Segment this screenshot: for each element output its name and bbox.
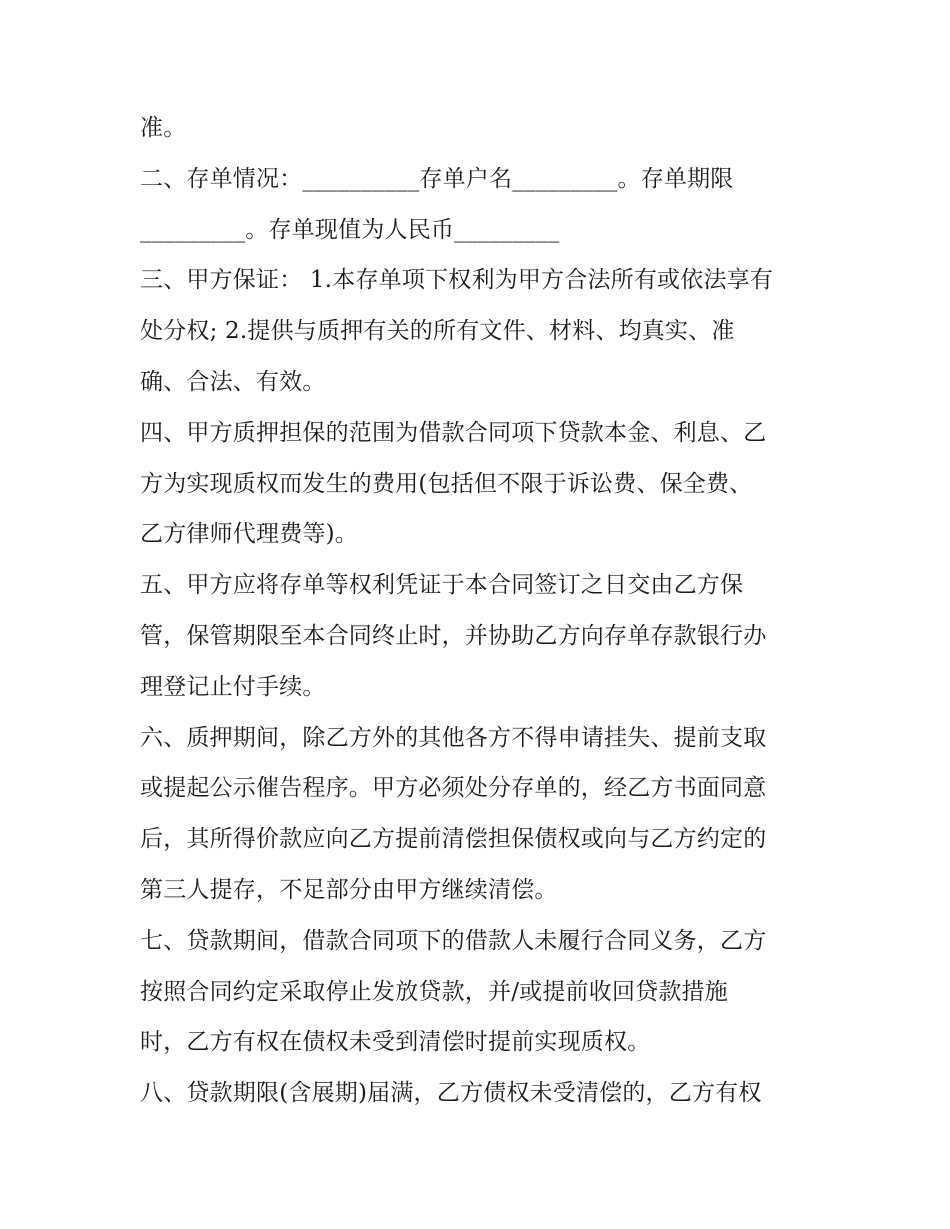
text-line: 五、甲方应将存单等权利凭证于本合同签订之日交由乙方保 xyxy=(140,572,744,599)
text-line: _________。存单现值为人民币_________ xyxy=(140,216,560,243)
text-line: 三、甲方保证： 1.本存单项下权利为甲方合法所有或依法享有 xyxy=(140,267,774,294)
text-line: 确、合法、有效。 xyxy=(140,368,326,395)
text-line: 后，其所得价款应向乙方提前清偿担保债权或向与乙方约定的 xyxy=(140,826,767,853)
text-line: 八、贷款期限(含展期)届满，乙方债权未受清偿的，乙方有权 xyxy=(140,1080,762,1107)
text-line: 准。 xyxy=(140,115,187,141)
text-line: 时，乙方有权在债权未受到清偿时提前实现质权。 xyxy=(140,1029,651,1056)
text-line: 乙方律师代理费等)。 xyxy=(140,521,358,548)
contract-body xyxy=(140,103,820,1119)
text-line: 六、质押期间，除乙方外的其他各方不得申请挂失、提前支取 xyxy=(140,724,767,751)
text-line: 处分权; 2.提供与质押有关的所有文件、材料、均真实、准 xyxy=(140,318,735,345)
text-line: 四、甲方质押担保的范围为借款合同项下贷款本金、利息、乙 xyxy=(140,419,767,446)
text-line: 理登记止付手续。 xyxy=(140,673,326,700)
text-line: 第三人提存，不足部分由甲方继续清偿。 xyxy=(140,876,558,903)
text-line: 二、存单情况：__________存单户名_________。存单期限 xyxy=(140,165,734,192)
text-line: 方为实现质权而发生的费用(包括但不限于诉讼费、保全费、 xyxy=(140,470,753,497)
text-line: 七、贷款期间，借款合同项下的借款人未履行合同义务，乙方 xyxy=(140,927,767,954)
text-line: 按照合同约定采取停止发放贷款，并/或提前收回贷款措施 xyxy=(140,978,728,1005)
text-line: 管，保管期限至本合同终止时，并协助乙方向存单存款银行办 xyxy=(140,622,767,649)
text-line: 或提起公示催告程序。甲方必须处分存单的，经乙方书面同意 xyxy=(140,775,767,802)
